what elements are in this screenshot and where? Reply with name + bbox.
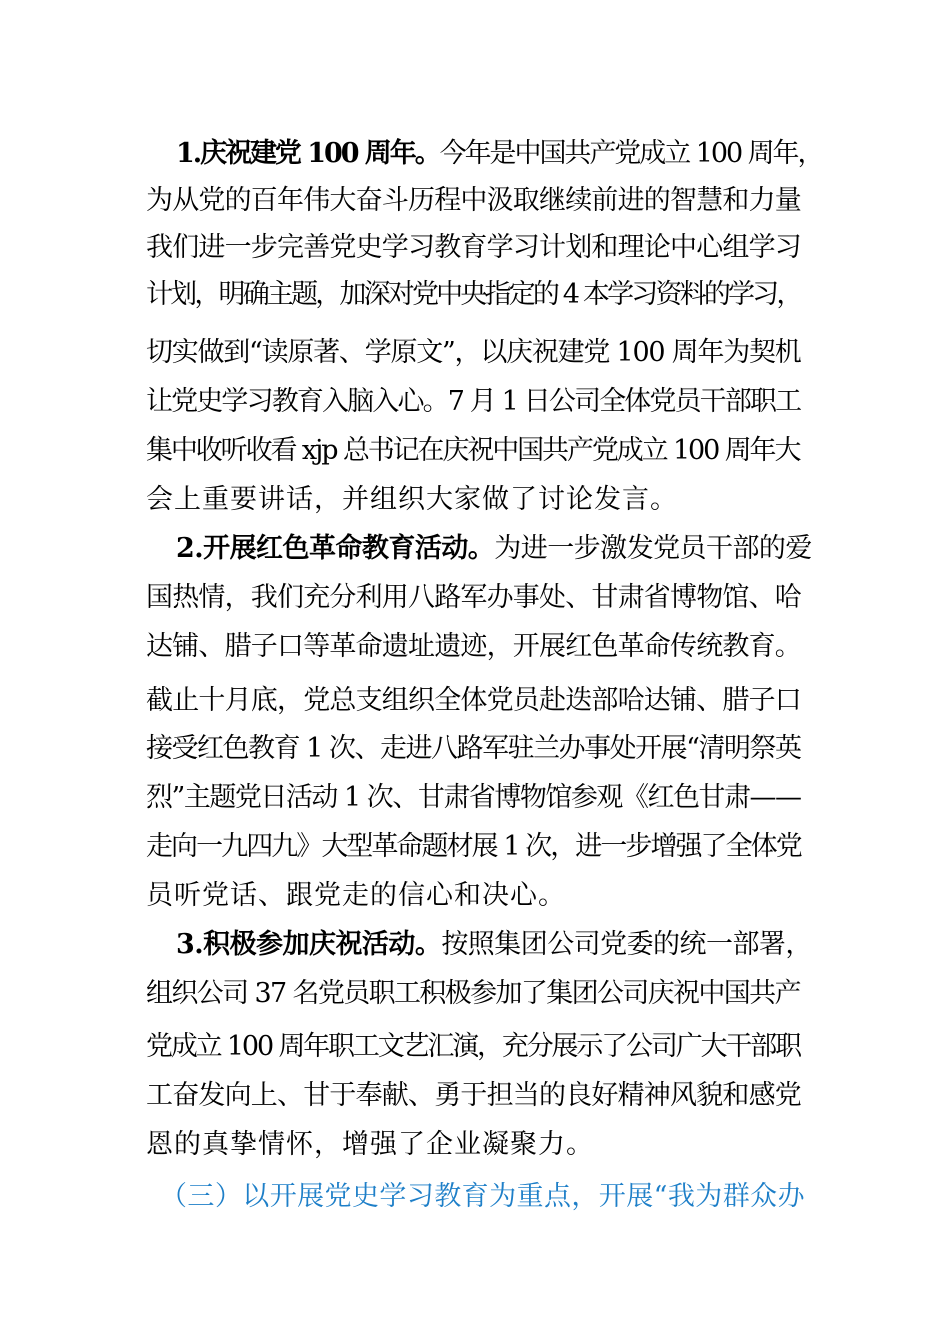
paragraph-3-line-1 — [176, 929, 812, 961]
paragraph-3-heading: 3.积极参加庆祝活动。 — [176, 929, 442, 960]
paragraph-2-text: 为进一步激发党员干部的爱 — [494, 533, 812, 564]
paragraph-3-line-5: 恩的真挚情怀，增强了企业凝聚力。 — [146, 1129, 594, 1160]
paragraph-1-line-5: 切实做到“读原著、学原文”，以庆祝建党 100 周年为契机 — [146, 337, 801, 368]
section-heading: （三）以开展党史学习教育为重点，开展“我为群众办 — [160, 1181, 806, 1212]
paragraph-2-line-3: 达铺、腊子口等革命遗址遗迹，开展红色革命传统教育。 — [146, 631, 801, 662]
paragraph-2-line-8: 员听党话、跟党走的信心和决心。 — [146, 880, 566, 911]
paragraph-2-line-4: 截止十月底，党总支组织全体党员赴迭部哈达铺、腊子口 — [146, 685, 801, 716]
paragraph-2-line-5: 接受红色教育 1 次、走进八路军驻兰办事处开展“清明祭英 — [146, 733, 801, 764]
paragraph-1-line-6: 让党史学习教育入脑入心。7 月 1 日公司全体党员干部职工 — [146, 386, 801, 417]
paragraph-1-line-7: 集中收听收看 xjp 总书记在庆祝中国共产党成立 100 周年大 — [146, 435, 800, 466]
paragraph-1-line-1 — [176, 138, 823, 170]
paragraph-2-line-1 — [176, 533, 812, 565]
paragraph-3-line-3: 党成立 100 周年职工文艺汇演，充分展示了公司广大干部职 — [146, 1031, 800, 1062]
paragraph-2-line-6: 烈”主题党日活动 1 次、甘肃省博物馆参观《红色甘肃—— — [146, 782, 801, 813]
paragraph-1-line-8: 会上重要讲话，并组织大家做了讨论发言。 — [146, 484, 678, 515]
paragraph-2-heading: 2.开展红色革命教育活动。 — [176, 533, 495, 564]
paragraph-3-text: 按照集团公司党委的统一部署， — [441, 929, 812, 960]
paragraph-1-heading: 1.庆祝建党 100 周年。 — [176, 138, 440, 169]
paragraph-1-line-3: 我们进一步完善党史学习教育学习计划和理论中心组学习 — [146, 232, 801, 263]
paragraph-2-line-2: 国热情，我们充分利用八路军办事处、甘肃省博物馆、哈 — [146, 582, 801, 613]
paragraph-1-line-4: 计划，明确主题，加深对党中央指定的 4 本学习资料的学习， — [146, 279, 801, 310]
paragraph-1-text: 今年是中国共产党成立 100 周年， — [439, 138, 823, 169]
paragraph-1-line-2: 为从党的百年伟大奋斗历程中汲取继续前进的智慧和力量 — [146, 185, 801, 216]
paragraph-3-line-4: 工奋发向上、甘于奉献、勇于担当的良好精神风貌和感党 — [146, 1080, 801, 1111]
paragraph-3-line-2: 组织公司 37 名党员职工积极参加了集团公司庆祝中国共产 — [146, 978, 800, 1009]
paragraph-2-line-7: 走向一九四九》大型革命题材展 1 次，进一步增强了全体党 — [146, 831, 801, 862]
